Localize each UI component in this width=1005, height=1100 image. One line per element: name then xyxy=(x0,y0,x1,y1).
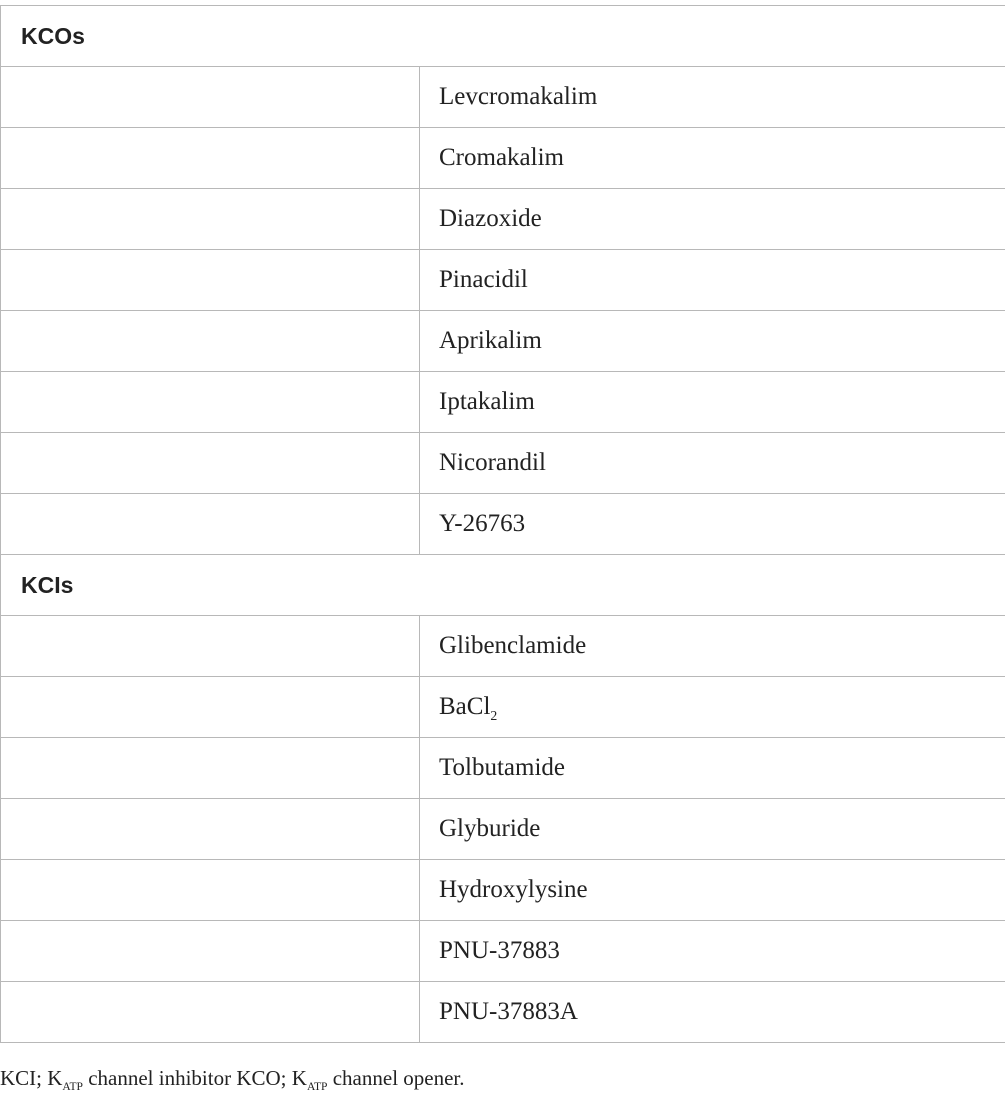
table-row xyxy=(1,494,1005,555)
drug-name: Aprikalim xyxy=(439,327,542,354)
drug-name: Cromakalim xyxy=(439,144,564,171)
table-row xyxy=(1,982,1005,1043)
table-row xyxy=(1,738,1005,799)
empty-cell xyxy=(1,67,420,128)
empty-cell xyxy=(1,189,420,250)
table-row xyxy=(1,128,1005,189)
empty-cell xyxy=(1,372,420,433)
drug-name: Pinacidil xyxy=(439,266,528,293)
table-row xyxy=(1,860,1005,921)
empty-cell xyxy=(1,860,420,921)
drug-name: Hydroxylysine xyxy=(439,876,588,903)
drug-name: Glibenclamide xyxy=(439,632,587,659)
drug-name-cell xyxy=(420,921,1005,982)
table-row xyxy=(1,433,1005,494)
footnote-part1: KCI; K xyxy=(0,1066,63,1090)
drug-name: Levcromakalim xyxy=(439,83,598,110)
drug-name-cell xyxy=(420,616,1005,677)
table-row xyxy=(1,189,1005,250)
table-body xyxy=(1,6,1005,1043)
table-footnote xyxy=(0,1064,465,1092)
drug-name: BaCl xyxy=(439,693,491,720)
drug-name-cell xyxy=(420,799,1005,860)
drug-name-cell xyxy=(420,494,1005,555)
empty-cell xyxy=(1,128,420,189)
drug-name: PNU-37883A xyxy=(439,998,578,1025)
drug-name-cell xyxy=(420,128,1005,189)
empty-cell xyxy=(1,799,420,860)
drug-name: PNU-37883 xyxy=(439,937,560,964)
empty-cell xyxy=(1,738,420,799)
table-row xyxy=(1,677,1005,738)
drug-name: Diazoxide xyxy=(439,205,542,232)
drug-name-subscript: 2 xyxy=(490,708,498,723)
empty-cell xyxy=(1,250,420,311)
drug-name: Tolbutamide xyxy=(439,754,566,781)
drug-name-cell xyxy=(420,738,1005,799)
drug-name-cell xyxy=(420,250,1005,311)
empty-cell xyxy=(1,494,420,555)
drug-name: Glyburide xyxy=(439,815,541,842)
drug-name: Nicorandil xyxy=(439,449,546,476)
footnote-sub2: ATP xyxy=(306,1081,328,1094)
section-header-row xyxy=(1,555,1005,616)
drug-name-cell xyxy=(420,433,1005,494)
table-row xyxy=(1,921,1005,982)
drug-name-cell xyxy=(420,372,1005,433)
drug-name-cell xyxy=(420,189,1005,250)
table-row xyxy=(1,67,1005,128)
drug-name-cell xyxy=(420,67,1005,128)
footnote-sub1: ATP xyxy=(62,1081,83,1094)
footnote-part2: channel inhibitor KCO; K xyxy=(82,1066,307,1090)
table-row xyxy=(1,372,1005,433)
empty-cell xyxy=(1,982,420,1043)
table-row xyxy=(1,250,1005,311)
table-row xyxy=(1,799,1005,860)
section-title: KCIs xyxy=(1,555,1005,616)
section-title: KCOs xyxy=(1,6,1005,67)
drug-name-cell xyxy=(420,860,1005,921)
drug-name-cell xyxy=(420,677,1005,738)
empty-cell xyxy=(1,677,420,738)
footnote-part3: channel opener. xyxy=(327,1066,465,1090)
drug-name: Y-26763 xyxy=(439,510,526,537)
section-header-row xyxy=(1,6,1005,67)
table-row xyxy=(1,311,1005,372)
empty-cell xyxy=(1,616,420,677)
drug-name-cell xyxy=(420,982,1005,1043)
empty-cell xyxy=(1,921,420,982)
drug-name-cell xyxy=(420,311,1005,372)
empty-cell xyxy=(1,311,420,372)
drug-name: Iptakalim xyxy=(439,388,535,415)
table-row xyxy=(1,616,1005,677)
drug-table xyxy=(0,5,1005,1043)
empty-cell xyxy=(1,433,420,494)
